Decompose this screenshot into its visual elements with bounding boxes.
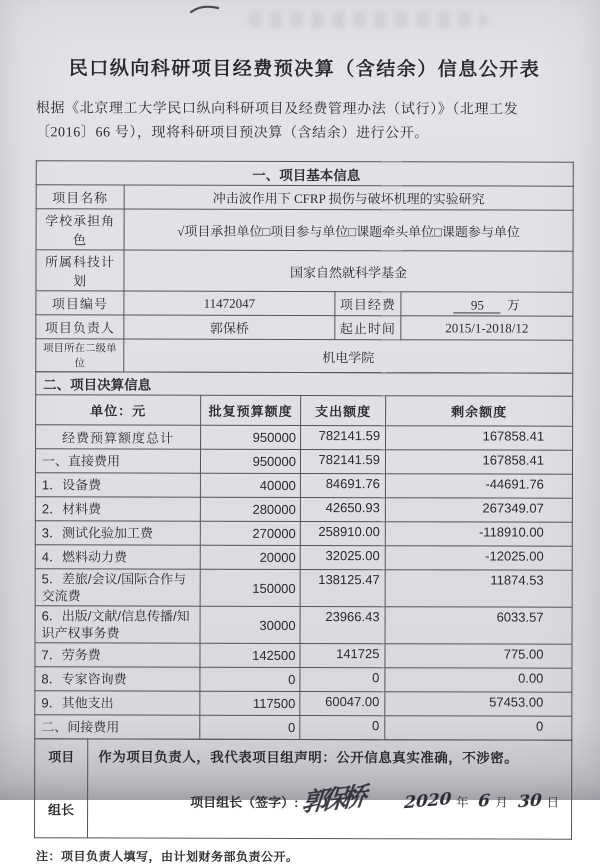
program-row: [36, 250, 573, 292]
row-label: 4．燃料动力费: [35, 545, 200, 569]
role-line-1: 项目: [48, 749, 75, 765]
row-label: 3．测试化验加工费: [35, 521, 200, 545]
spent-cell: 23966.43: [300, 606, 385, 643]
budget-cell: 30000: [200, 606, 300, 643]
declaration-body-cell: [88, 739, 572, 839]
intro-paragraph: [36, 97, 573, 146]
remain-cell: 167858.41: [386, 426, 573, 450]
basic-info-table: [35, 160, 574, 373]
settlement-row-testing: [35, 521, 572, 546]
date-month-unit: 月: [495, 795, 508, 810]
date-year: 2020: [403, 789, 452, 814]
document-content: [34, 53, 573, 865]
remain-cell: 6033.57: [385, 607, 572, 644]
spent-cell: 782141.59: [301, 425, 386, 449]
settlement-row-other: [35, 691, 572, 716]
project-leader-value: 郭保桥: [124, 315, 335, 340]
settlement-row-total: [36, 425, 573, 450]
date-month: 6: [478, 790, 491, 813]
basic-info-section-header: 一、项目基本信息: [36, 161, 573, 186]
project-leader-label: 项目负责人: [36, 315, 124, 339]
settlement-row-travel: [35, 569, 572, 607]
declaration-row: [35, 739, 572, 839]
settlement-row-direct: [35, 449, 572, 474]
settlement-table: [34, 371, 573, 740]
remain-cell: 57453.00: [385, 692, 572, 716]
school-role-row: [36, 209, 573, 251]
date-day-unit: 日: [546, 795, 560, 810]
intro-line-1: 根据《北京理工大学民口纵向科研项目及经费管理办法（试行）》（北理工发: [35, 101, 519, 118]
row-label: 2．材料费: [35, 497, 200, 521]
settlement-row-materials: [35, 497, 572, 522]
declaration-role-cell: [35, 739, 88, 838]
handwritten-date: [403, 789, 563, 814]
settlement-header-row: [36, 372, 573, 396]
remain-cell: 11874.53: [385, 570, 572, 607]
remain-cell: 0.00: [385, 668, 572, 692]
school-role-label: 学校承担角色: [36, 209, 124, 250]
budget-cell: 117500: [200, 691, 300, 715]
project-funds-value: [401, 292, 573, 316]
basic-info-header-row: [36, 161, 573, 186]
spent-cell: 138125.47: [300, 569, 385, 606]
period-label: 起止时间: [335, 316, 401, 340]
column-header-budget: 批复预算额度: [201, 395, 301, 425]
department-value: 机电学院: [124, 339, 573, 373]
budget-cell: 950000: [200, 449, 300, 473]
department-row: [36, 339, 573, 373]
settlement-row-equipment: [35, 473, 572, 498]
project-name-value: 冲击波作用下 CFRP 损伤与破坏机理的实验研究: [124, 185, 573, 210]
date-day: 30: [517, 790, 543, 813]
project-name-label: 项目名称: [36, 185, 124, 209]
budget-cell: 280000: [200, 497, 300, 521]
budget-cell: 0: [200, 715, 300, 739]
spent-cell: 0: [300, 667, 385, 691]
budget-cell: 150000: [200, 569, 300, 606]
row-label: 经费预算额度总计: [36, 425, 201, 449]
settlement-row-labor: [35, 643, 572, 668]
role-line-2: 组长: [48, 802, 75, 818]
row-label: 1．设备费: [35, 473, 200, 497]
pen-mark: [190, 0, 220, 18]
signature-label: 项目组长（签字）:: [190, 794, 299, 810]
row-label: 6．出版/文献/信息传播/知识产权事务费: [35, 606, 200, 643]
row-label: 7．劳务费: [35, 643, 200, 667]
signature-row: [98, 781, 563, 818]
footnote: 注：项目负责人填写，由计划财务部负责公开。: [35, 849, 299, 864]
program-label: 所属科技计划: [36, 250, 124, 291]
settlement-row-indirect: [35, 715, 572, 740]
project-funds-label: 项目经费: [335, 292, 401, 316]
budget-cell: 142500: [200, 643, 300, 667]
remain-cell: -12025.00: [385, 546, 572, 570]
row-label: 二、间接费用: [35, 715, 200, 739]
declaration-statement: 作为项目负责人，我代表项目组声明：公开信息真实准确，不涉密。: [98, 749, 519, 766]
row-label: 一、直接费用: [35, 449, 200, 473]
spent-cell: 42650.93: [300, 497, 385, 521]
column-header-spent: 支出额度: [301, 395, 386, 425]
date-year-unit: 年: [456, 795, 469, 810]
settlement-row-consulting: [35, 667, 572, 692]
remain-cell: 267349.07: [385, 498, 572, 522]
settlement-section-header: 二、项目决算信息: [36, 372, 573, 396]
column-header-unit: 单位：元: [36, 395, 201, 425]
budget-cell: 270000: [200, 521, 300, 545]
project-code-row: [36, 291, 573, 316]
row-label: 8．专家咨询费: [35, 667, 200, 691]
program-value: 国家自然就科学基金: [124, 250, 573, 292]
budget-cell: 0: [200, 667, 300, 691]
page-title: 民口纵向科研项目经费预决算（含结余）信息公开表: [68, 58, 541, 81]
spent-cell: 84691.76: [300, 473, 385, 497]
spent-cell: 141725: [300, 643, 385, 667]
remain-cell: 0: [385, 716, 572, 740]
row-label: 9．其他支出: [35, 691, 200, 715]
settlement-row-publication: [35, 606, 572, 644]
spent-cell: 32025.00: [300, 545, 385, 569]
row-label: 5．差旅/会议/国际合作与交流费: [35, 569, 200, 606]
handwritten-signature: 郭保桥: [300, 781, 364, 818]
remain-cell: -44691.76: [385, 474, 572, 498]
spent-cell: 0: [300, 715, 385, 739]
declaration-table: [34, 738, 572, 839]
funds-unit: 万: [506, 297, 520, 313]
budget-cell: 40000: [200, 473, 300, 497]
role-box: [39, 740, 83, 822]
budget-cell: 950000: [201, 425, 301, 449]
school-role-value: √项目承担单位□项目参与单位□课题牵头单位□课题参与单位: [124, 209, 573, 251]
spent-cell: 782141.59: [300, 449, 385, 473]
ink-bleedthrough-smudge: [248, 12, 488, 28]
department-label: 项目所在二级单位: [36, 339, 124, 372]
period-value: 2015/1-2018/12: [401, 316, 573, 340]
remain-cell: 167858.41: [385, 450, 572, 474]
remain-cell: -118910.00: [385, 522, 572, 546]
remain-cell: 775.00: [385, 644, 572, 668]
spent-cell: 258910.00: [300, 521, 385, 545]
project-leader-row: [36, 315, 573, 340]
project-code-value: 11472047: [124, 291, 335, 316]
column-header-remain: 剩余额度: [386, 396, 573, 426]
settlement-column-header-row: [36, 395, 573, 426]
project-code-label: 项目编号: [36, 291, 124, 315]
spent-cell: 60047.00: [300, 691, 385, 715]
settlement-row-fuel-power: [35, 545, 572, 570]
intro-line-2: 〔2016〕66 号），现将科研项目预决算（含结余）进行公开。: [35, 125, 429, 142]
project-name-row: [36, 185, 573, 210]
funds-amount: 95: [454, 297, 501, 313]
budget-cell: 20000: [200, 545, 300, 569]
